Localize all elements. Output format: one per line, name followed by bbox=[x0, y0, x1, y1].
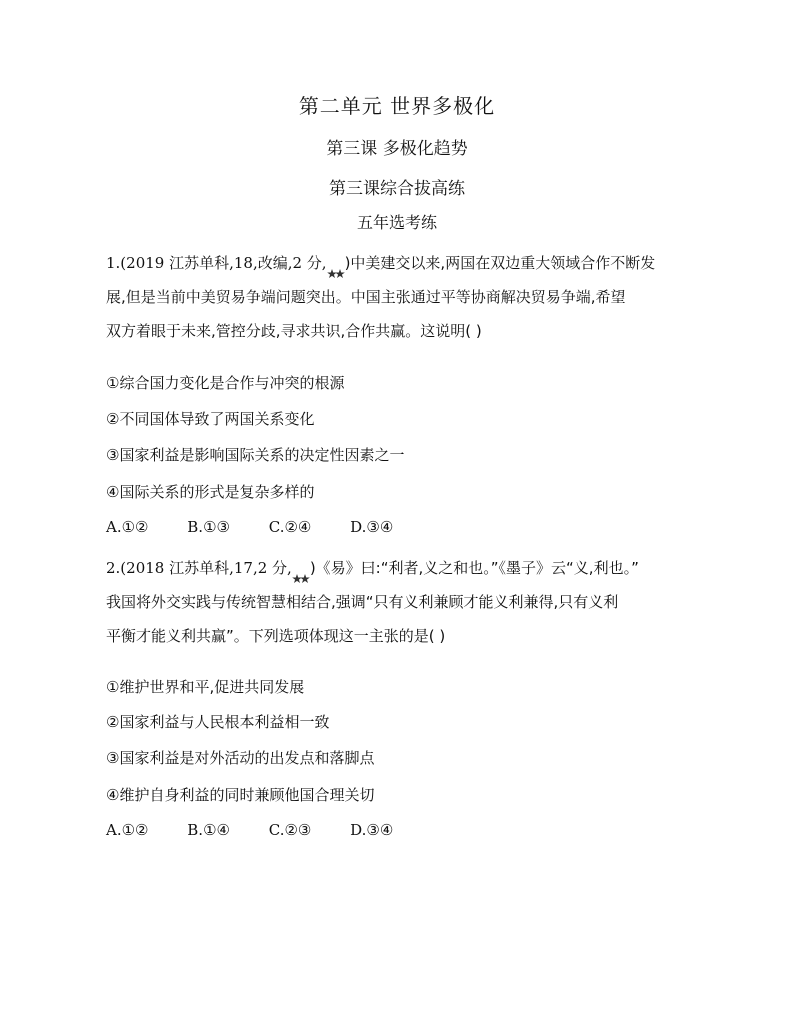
question-1-line-1 bbox=[106, 246, 706, 280]
question-2-choice-b[interactable]: B.①④ bbox=[187, 821, 230, 839]
question-1-option-3: ③国家利益是影响国际关系的决定性因素之一 bbox=[106, 446, 405, 464]
question-1-option-2: ②不同国体导致了两国关系变化 bbox=[106, 410, 315, 428]
question-1-choice-d[interactable]: D.③④ bbox=[350, 518, 394, 536]
question-1-stem bbox=[106, 246, 706, 348]
question-1-option-4: ④国际关系的形式是复杂多样的 bbox=[106, 483, 315, 501]
question-1-source: 1.(2019 江苏单科,18,改编,2 分, bbox=[106, 254, 327, 272]
question-1-choice-a[interactable]: A.①② bbox=[106, 518, 149, 536]
question-2-choice-d[interactable]: D.③④ bbox=[350, 821, 394, 839]
difficulty-stars-icon bbox=[327, 258, 345, 270]
question-2-choice-a[interactable]: A.①② bbox=[106, 821, 149, 839]
question-1-option-1: ①综合国力变化是合作与冲突的根源 bbox=[106, 374, 345, 392]
question-2-source: 2.(2018 江苏单科,17,2 分, bbox=[106, 559, 292, 577]
question-2-choice-c[interactable]: C.②③ bbox=[268, 821, 312, 839]
difficulty-stars-icon bbox=[292, 563, 310, 575]
subsection-title: 五年选考练 bbox=[356, 213, 437, 232]
question-2-choices bbox=[106, 821, 427, 839]
question-2-line-1 bbox=[106, 551, 706, 585]
question-1-choice-c[interactable]: C.②④ bbox=[268, 518, 312, 536]
question-1-line-3: 双方着眼于未来,管控分歧,寻求共识,合作共赢。这说明( ) bbox=[106, 322, 482, 340]
question-2-option-1: ①维护世界和平,促进共同发展 bbox=[106, 678, 305, 696]
lesson-title: 第三课 多极化趋势 bbox=[326, 139, 468, 159]
question-2-option-3: ③国家利益是对外活动的出发点和落脚点 bbox=[106, 749, 375, 767]
question-2-line-3: 平衡才能义利共赢”。下列选项体现这一主张的是( ) bbox=[106, 627, 446, 645]
question-1-choice-b[interactable]: B.①③ bbox=[187, 518, 230, 536]
question-1-choices bbox=[106, 518, 427, 536]
unit-title: 第二单元 世界多极化 bbox=[298, 94, 496, 118]
question-2-stem bbox=[106, 551, 706, 653]
question-2-stem-1: )《易》曰:“利者,义之和也。”《墨子》云“义,利也。” bbox=[309, 559, 639, 577]
question-2-line-2: 我国将外交实践与传统智慧相结合,强调“只有义利兼顾才能义利兼得,只有义利 bbox=[106, 593, 619, 611]
question-2-option-2: ②国家利益与人民根本利益相一致 bbox=[106, 713, 330, 731]
question-1-stem-1: )中美建交以来,两国在双边重大领域合作不断发 bbox=[344, 254, 656, 272]
question-2-option-4: ④维护自身利益的同时兼顾他国合理关切 bbox=[106, 786, 375, 804]
question-1-line-2: 展,但是当前中美贸易争端问题突出。中国主张通过平等协商解决贸易争端,希望 bbox=[106, 288, 626, 306]
section-title: 第三课综合拔高练 bbox=[329, 179, 465, 199]
